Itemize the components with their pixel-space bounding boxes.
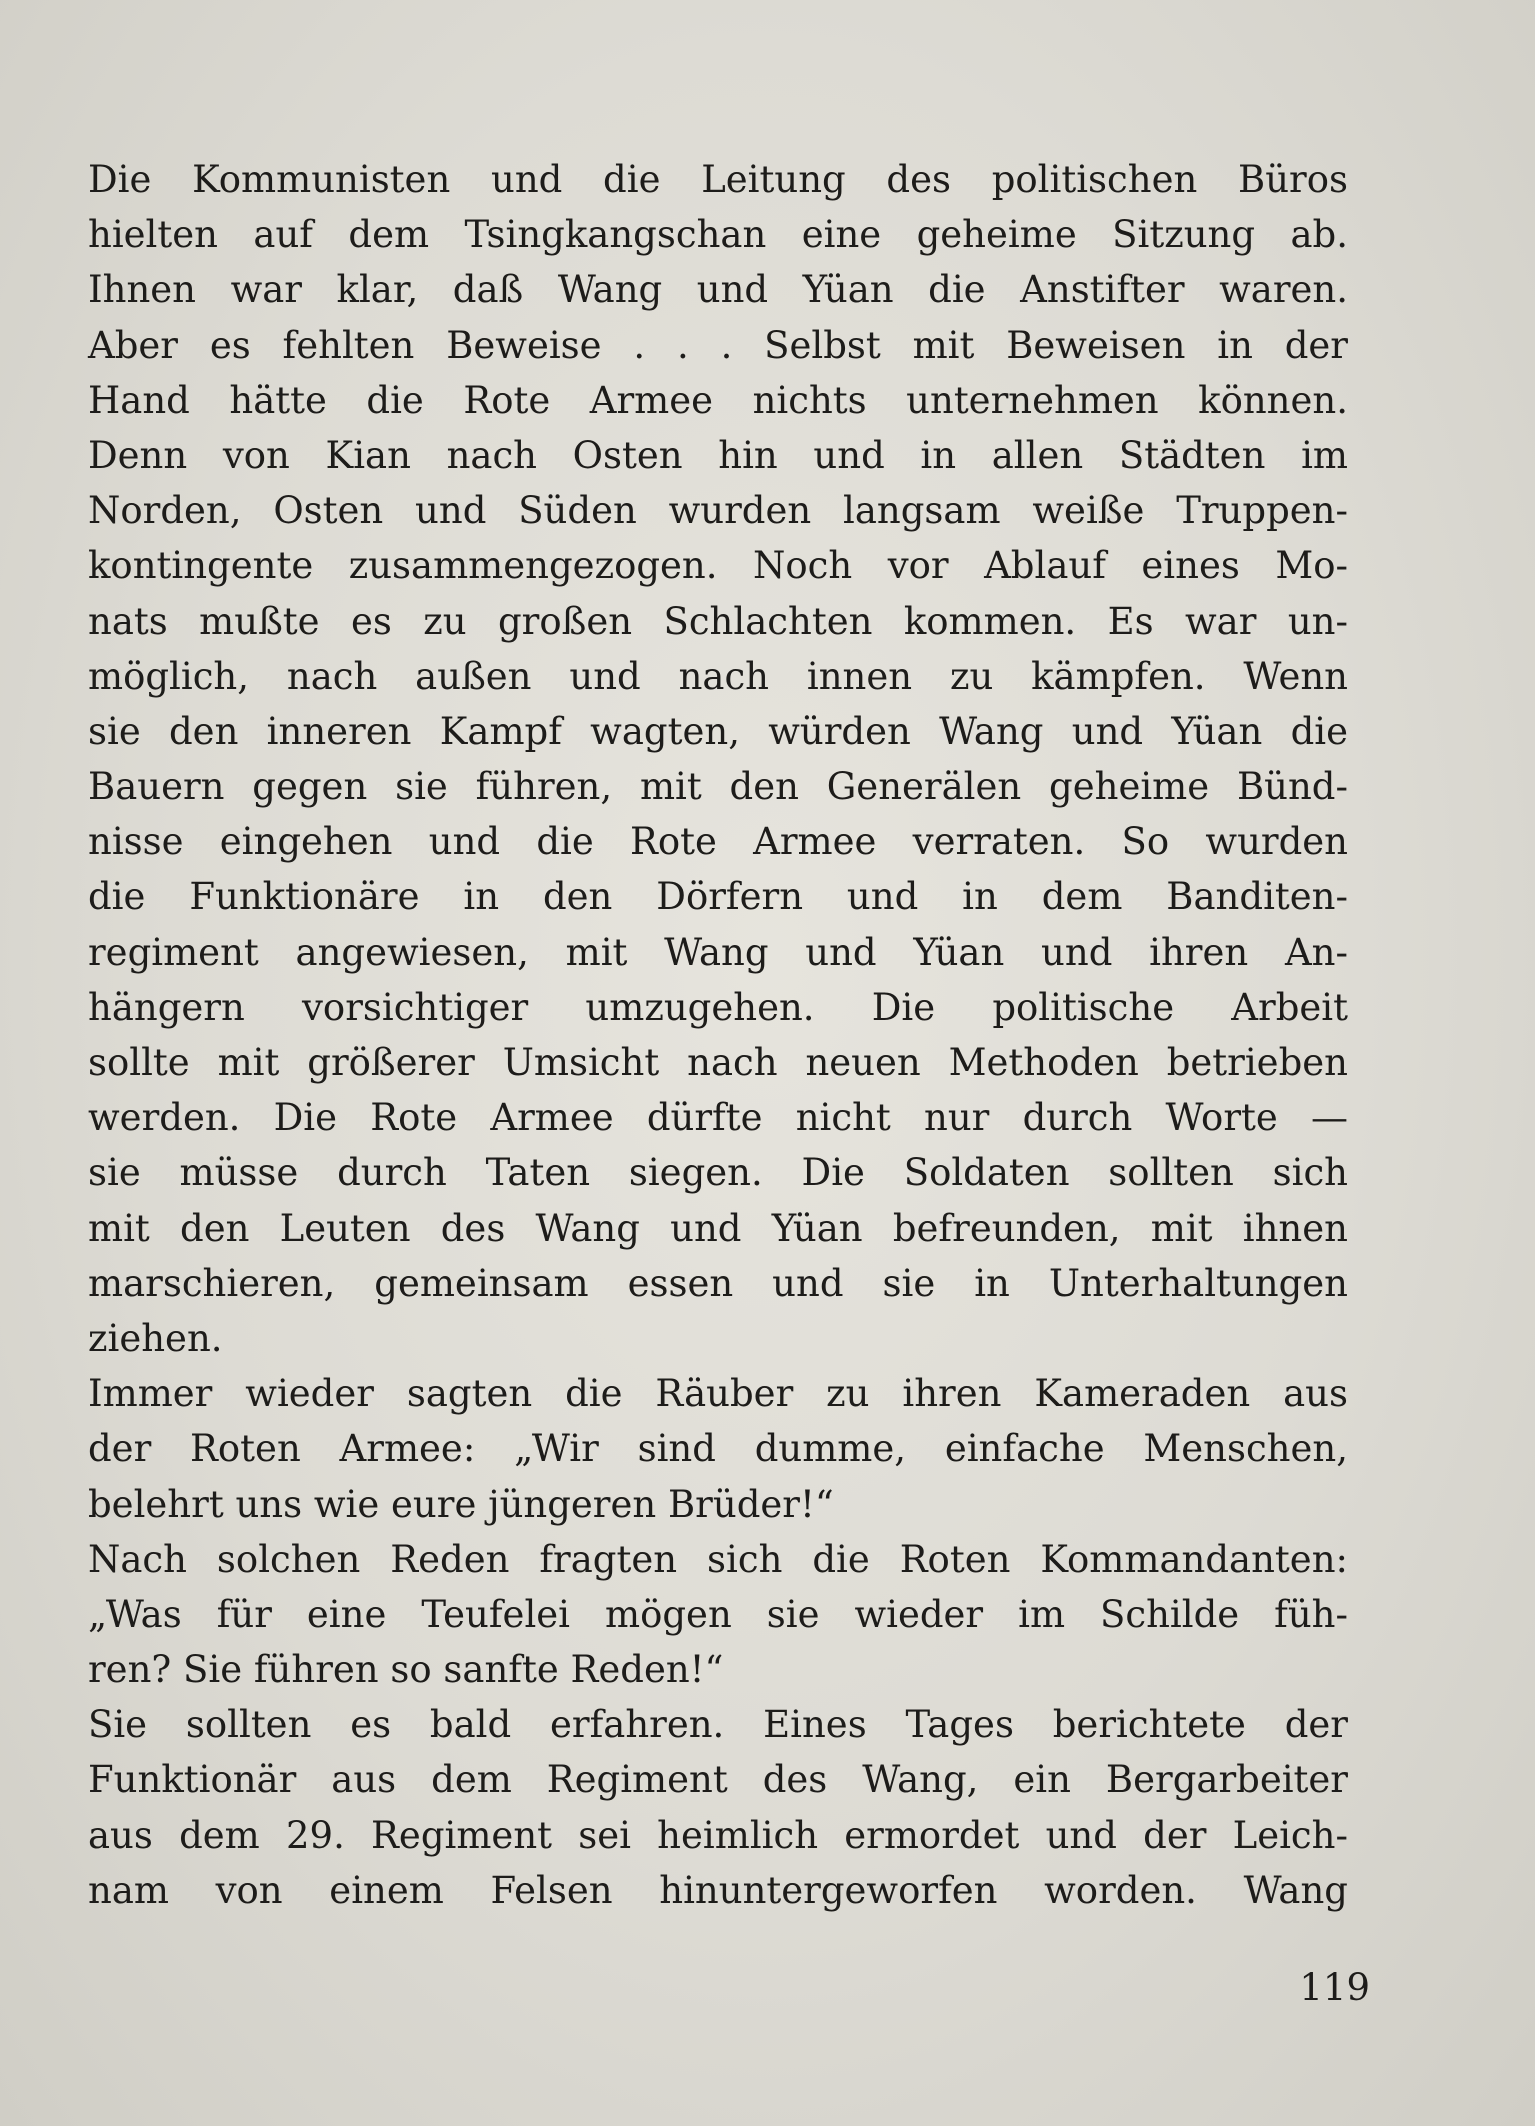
text-line: hängern vorsichtiger umzugehen. Die politische Arbeit [88,985,1348,1029]
text-line: Sie sollten es bald erfahren. Eines Tages berichtete der [88,1703,1348,1747]
text-line: sollte mit größerer Umsicht nach neuen Methoden betrieben [88,1041,1348,1084]
text-line: Immer wieder sagten die Räuber zu ihren Kameraden aus [88,1372,1348,1416]
text-line: sie den inneren Kampf wagten, würden Wang und Yüan die [88,709,1348,753]
text-line: Bauern gegen sie führen, mit den Generälen geheime Bünd- [88,765,1348,809]
text-line: belehrt uns wie eure jüngeren Brüder!“ [88,1482,834,1526]
text-line: sie müsse durch Taten siegen. Die Soldaten sollten sich [88,1151,1348,1195]
text-line: die Funktionäre in den Dörfern und in dem Banditen- [88,875,1348,919]
text-line: marschieren, gemeinsam essen und sie in Unterhaltungen [88,1261,1348,1305]
text-line: Ihnen war klar, daß Wang und Yüan die Anstifter waren. [88,268,1348,312]
text-line: Funktionär aus dem Regiment des Wang, ein Bergarbeiter [88,1758,1348,1802]
text-line: Denn von Kian nach Osten hin und in allen Städten im [88,433,1348,477]
text-line: ziehen. [88,1316,223,1360]
text-line: werden. Die Rote Armee dürfte nicht nur durch Worte — [88,1096,1348,1140]
text-line: kontingente zusammengezogen. Noch vor Ablauf eines Mo- [88,544,1348,588]
text-line: ren? Sie führen so sanfte Reden!“ [88,1648,724,1692]
text-line: nats mußte es zu großen Schlachten kommen. Es war un- [88,599,1348,643]
text-line: aus dem 29. Regiment sei heimlich ermordet und der Leich- [88,1813,1348,1857]
text-line: Norden, Osten und Süden wurden langsam weiße Truppen- [88,489,1348,533]
text-line: Hand hätte die Rote Armee nichts unternehmen können. [88,378,1348,422]
text-line: mit den Leuten des Wang und Yüan befreunden, mit ihnen [88,1206,1348,1250]
text-line: Nach solchen Reden fragten sich die Roten Kommandanten: [88,1537,1348,1581]
text-line: Die Kommunisten und die Leitung des politischen Büros [88,158,1348,201]
text-line: nisse eingehen und die Rote Armee verraten. So wurden [88,820,1348,864]
text-line: „Was für eine Teufelei mögen sie wieder im Schilde füh- [88,1592,1348,1636]
text-line: Aber es fehlten Beweise . . . Selbst mit Beweisen in der [88,323,1348,367]
body-text [88,152,1348,1918]
page-number: 119 [1299,1966,1370,2009]
text-line: regiment angewiesen, mit Wang und Yüan und ihren An- [88,930,1348,974]
text-line: der Roten Armee: „Wir sind dumme, einfache Menschen, [88,1427,1348,1471]
text-line: hielten auf dem Tsingkangschan eine geheime Sitzung ab. [88,213,1348,257]
text-line: möglich, nach außen und nach innen zu kämpfen. Wenn [88,654,1348,698]
text-line: nam von einem Felsen hinuntergeworfen worden. Wang [88,1868,1348,1912]
